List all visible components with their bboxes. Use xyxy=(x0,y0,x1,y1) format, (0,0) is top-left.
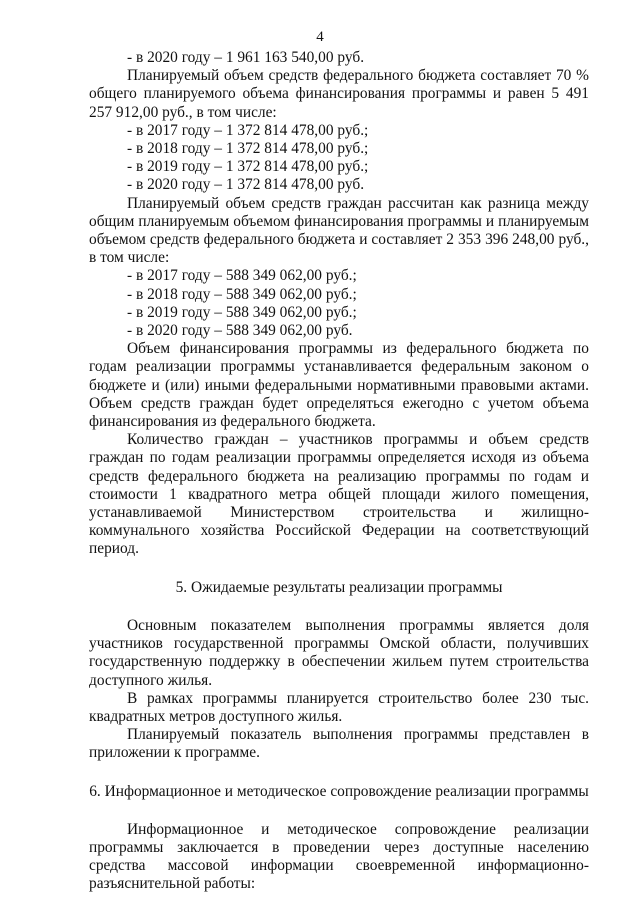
list-item: - в 2019 году – 588 349 062,00 руб.; xyxy=(127,303,357,321)
list-item: - в 2017 году – 1 372 814 478,00 руб.; xyxy=(127,121,369,139)
section-6-paragraph: Информационное и методическое сопровождение реализации программы заключается в проведении через доступные населению средства массовой информации своевременной информационно-разъяснительной работы: xyxy=(89,820,589,893)
list-item: - в 2019 году – 1 372 814 478,00 руб.; xyxy=(127,158,369,176)
list-item: - в 2017 году – 588 349 062,00 руб.; xyxy=(127,267,357,285)
list-item: - в 2020 году – 1 372 814 478,00 руб. xyxy=(127,176,365,194)
paragraph-citizen-funds: Планируемый объем средств граждан рассчитан как разница между общим планируемым объемом финансирования программы и планируемым объемом средств федерального бюджета и составляет 2 353 396 248,00 руб., в том числе: xyxy=(89,194,589,267)
section-6-heading: 6. Информационное и методическое сопровождение реализации программы xyxy=(89,782,589,800)
section-5-heading: 5. Ожидаемые результаты реализации программы xyxy=(175,578,503,596)
list-item: - в 2020 году – 588 349 062,00 руб. xyxy=(127,322,353,340)
list-item: - в 2020 году – 1 961 163 540,00 руб. xyxy=(127,49,365,66)
paragraph-federal-budget: Планируемый объем средств федерального бюджета составляет 70 % общего планируемого объема финансирования программы и равен 5 491 257 912,00 руб., в том числе: xyxy=(89,67,589,121)
paragraph-participant-count: Количество граждан – участников программы и объем средств граждан по годам реализации программы определяется исходя из объема средств федерального бюджета на реализацию программы по годам и стоимости 1 квадратного метра общей площади жилого помещения, устанавливаемой Министерством строительства и жилищно-коммунального хозяйства Российской Федерации на соответствующий период. xyxy=(89,431,589,558)
section-5-paragraph: Основным показателем выполнения программы является доля участников государственной программы Омской области, получивших государственную поддержку в обеспечении жильем путем строительства доступного жилья. xyxy=(89,616,589,689)
page-number: 4 xyxy=(316,29,324,45)
list-item: - в 2018 году – 1 372 814 478,00 руб.; xyxy=(127,140,369,158)
paragraph-funding-volume: Объем финансирования программы из федерального бюджета по годам реализации программы устанавливается федеральным законом о бюджете и (или) иными федеральными нормативными правовыми актами. Объем средств граждан будет определяться ежегодно с учетом объема финансирования из федерального бюджета. xyxy=(89,340,589,431)
list-item: - в 2018 году – 588 349 062,00 руб.; xyxy=(127,285,357,303)
section-5-paragraph: В рамках программы планируется строительство более 230 тыс. квадратных метров доступного жилья. xyxy=(89,689,589,725)
document-body xyxy=(89,49,589,894)
section-5-paragraph: Планируемый показатель выполнения программы представлен в приложении к программе. xyxy=(89,726,589,762)
